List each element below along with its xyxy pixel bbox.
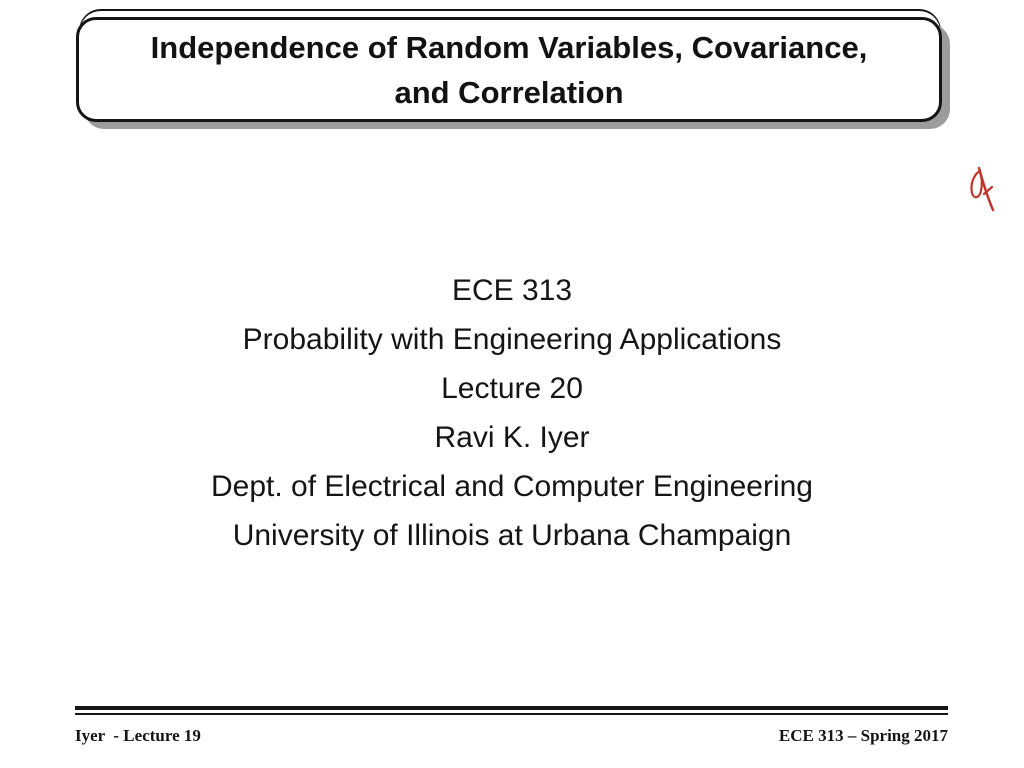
footer-divider-rule <box>75 706 948 715</box>
footer <box>75 726 948 746</box>
body-line-course-title: Probability with Engineering Applications <box>242 323 782 356</box>
slide-title-line-1: Independence of Random Variables, Covariance, <box>150 29 868 65</box>
body-line-author: Ravi K. Iyer <box>434 421 590 454</box>
red-pen-mark-icon <box>966 164 1002 214</box>
title-box <box>76 17 942 122</box>
body-line-course: ECE 313 <box>451 274 573 307</box>
footer-right-text: ECE 313 – Spring 2017 <box>778 726 948 745</box>
body-line-department: Dept. of Electrical and Computer Engineering <box>211 470 813 503</box>
body-text-block <box>0 266 1024 560</box>
footer-left-text: Iyer - Lecture 19 <box>75 726 201 745</box>
body-line-university: University of Illinois at Urbana Champaign <box>232 519 792 552</box>
red-pen-annotation <box>966 164 1002 214</box>
slide-title-line-2: and Correlation <box>394 74 624 110</box>
body-line-lecture: Lecture 20 <box>441 372 583 405</box>
